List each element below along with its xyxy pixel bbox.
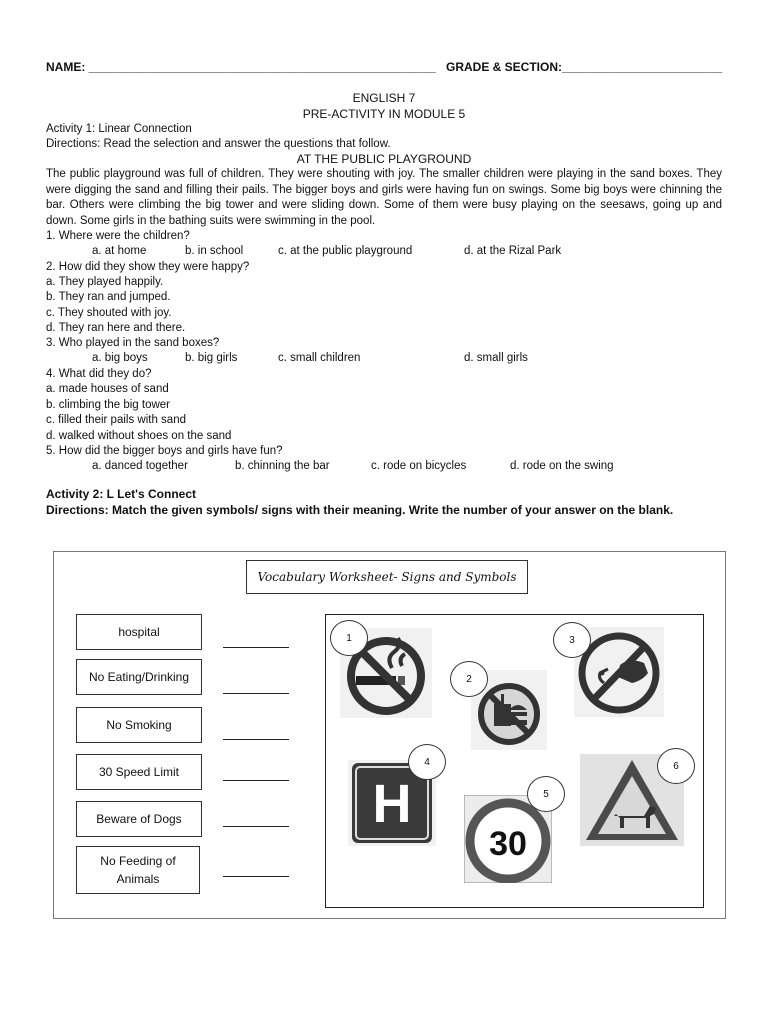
hospital-letter: H [372, 774, 412, 834]
sign-number-2: 2 [450, 661, 488, 697]
answer-blank[interactable] [223, 739, 289, 740]
q1-option-b: b. in school [185, 245, 244, 257]
name-field-label: NAME: ____________________________________________________ [46, 60, 436, 74]
question-5: 5. How did the bigger boys and girls have fun? [46, 445, 283, 457]
answer-blank[interactable] [223, 647, 289, 648]
q4-option-d: d. walked without shoes on the sand [46, 430, 232, 442]
meaning-box-hospital: hospital [76, 614, 202, 650]
meaning-box-no-feeding: No Feeding of Animals [76, 846, 200, 894]
grade-section-label: GRADE & SECTION:________________________ [446, 60, 723, 74]
story-title: AT THE PUBLIC PLAYGROUND [296, 152, 472, 166]
q2-option-d: d. They ran here and there. [46, 322, 186, 334]
activity2-directions: Directions: Match the given symbols/ signs with their meaning. Write the number of your answer on the blank. [46, 503, 674, 517]
q3-option-a: a. big boys [92, 352, 148, 364]
q4-option-a: a. made houses of sand [46, 383, 169, 395]
sign-number-4: 4 [408, 744, 446, 780]
sign-number-1: 1 [330, 620, 368, 656]
question-4: 4. What did they do? [46, 368, 152, 380]
worksheet-title: Vocabulary Worksheet- Signs and Symbols [246, 560, 528, 594]
q5-option-a: a. danced together [92, 460, 188, 472]
answer-blank[interactable] [223, 780, 289, 781]
question-3: 3. Who played in the sand boxes? [46, 337, 220, 349]
q2-option-a: a. They played happily. [46, 276, 164, 288]
activity1-directions: Directions: Read the selection and answer the questions that follow. [46, 138, 391, 150]
q1-option-a: a. at home [92, 245, 147, 257]
question-1: 1. Where were the children? [46, 230, 190, 242]
story-passage: The public playground was full of children. They were shouting with joy. The smaller children were playing in the sand boxes. They were digging the sand and filling their pails. The bigger boys and girls were having fun on swings. Some big boys were chinning the bar. Others were climbing the big tower and were sliding down. Some of them were busy playing on the seesaws, going up and down. Some girls in the bathing suits were swimming in the pool. [46, 168, 722, 227]
meaning-box-no-smoking: No Smoking [76, 707, 202, 743]
sign-number-6: 6 [657, 748, 695, 784]
question-2: 2. How did they show they were happy? [46, 261, 250, 273]
q5-option-b: b. chinning the bar [235, 460, 330, 472]
q5-option-d: d. rode on the swing [510, 460, 614, 472]
speed-limit-value: 30 [489, 825, 527, 863]
meaning-box-speed-limit: 30 Speed Limit [76, 754, 202, 790]
activity2-heading: Activity 2: L Let's Connect [46, 487, 196, 501]
answer-blank[interactable] [223, 826, 289, 827]
q4-option-b: b. climbing the big tower [46, 399, 171, 411]
q3-option-b: b. big girls [185, 352, 238, 364]
q3-option-c: c. small children [278, 352, 361, 364]
q2-option-b: b. They ran and jumped. [46, 291, 171, 303]
activity1-heading: Activity 1: Linear Connection [46, 123, 192, 135]
q5-option-c: c. rode on bicycles [371, 460, 467, 472]
answer-blank[interactable] [223, 693, 289, 694]
q1-option-d: d. at the Rizal Park [464, 245, 562, 257]
module-title: PRE-ACTIVITY IN MODULE 5 [302, 107, 466, 121]
q3-option-d: d. small girls [464, 352, 528, 364]
q1-option-c: c. at the public playground [278, 245, 413, 257]
sign-number-5: 5 [527, 776, 565, 812]
answer-blank[interactable] [223, 876, 289, 877]
subject-title: ENGLISH 7 [352, 91, 416, 105]
q4-option-c: c. filled their pails with sand [46, 414, 186, 426]
q2-option-c: c. They shouted with joy. [46, 307, 172, 319]
sign-number-3: 3 [553, 622, 591, 658]
meaning-box-beware-dogs: Beware of Dogs [76, 801, 202, 837]
meaning-box-no-eating: No Eating/Drinking [76, 659, 202, 695]
